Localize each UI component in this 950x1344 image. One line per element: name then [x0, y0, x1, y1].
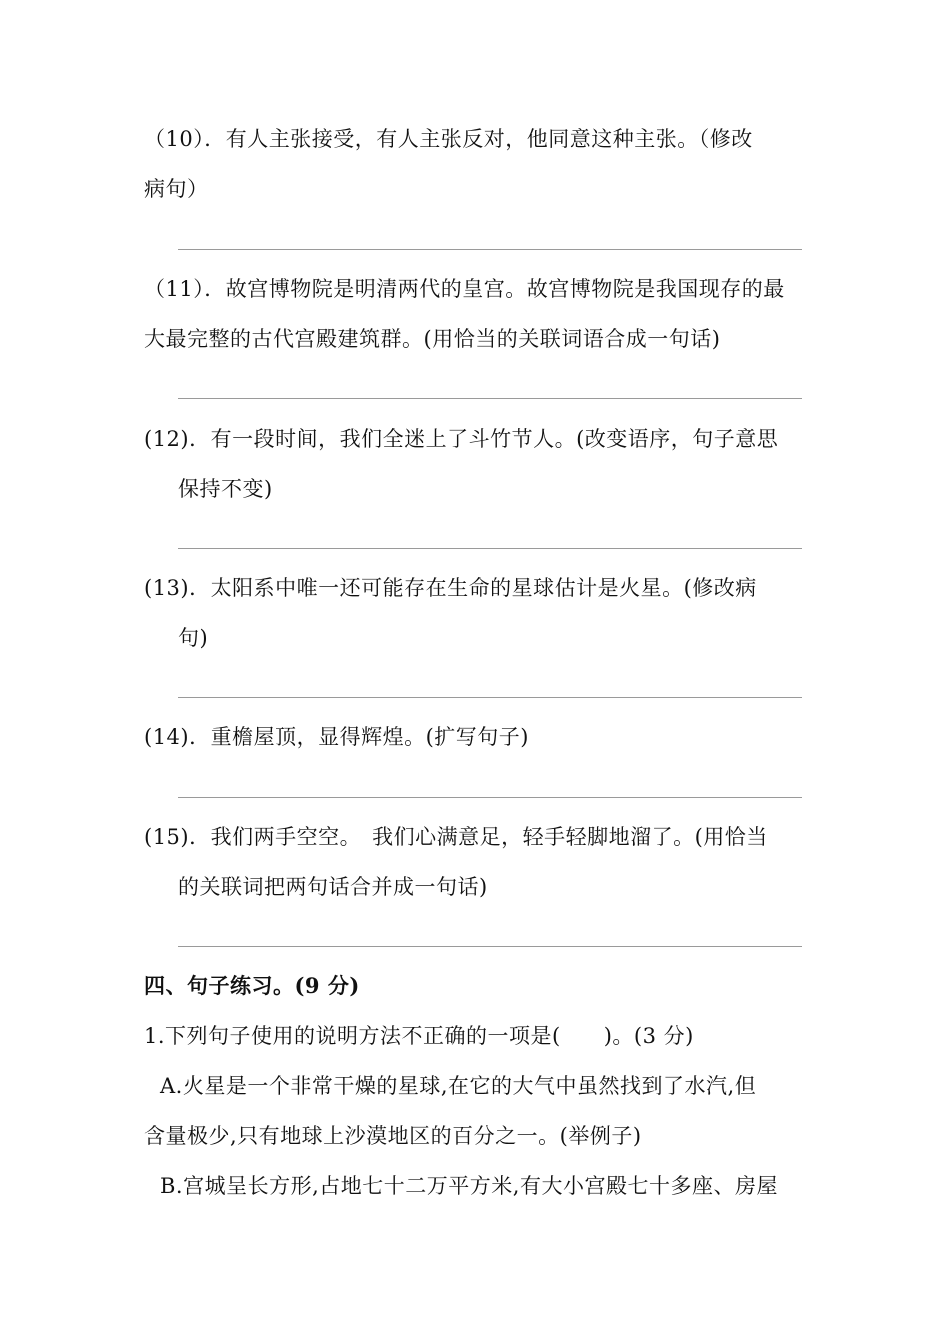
question-15-line1: (15)．我们两手空空。 我们心满意足，轻手轻脚地溜了。(用恰当	[144, 825, 768, 849]
answer-line-15	[178, 946, 802, 947]
question-11-line2: 大最完整的古代宫殿建筑群。(用恰当的关联词语合成一句话)	[144, 327, 721, 351]
question-13-line2: 句)	[178, 626, 209, 650]
question-10-line2: 病句）	[144, 177, 209, 201]
question-10-line1: （10）．有人主张接受，有人主张反对，他同意这种主张。（修改	[144, 127, 753, 151]
answer-line-10	[178, 249, 802, 250]
question-15-line2: 的关联词把两句话合并成一句话)	[178, 875, 488, 899]
answer-line-11	[178, 398, 802, 399]
question-13-line1: (13)．太阳系中唯一还可能存在生命的星球估计是火星。(修改病	[144, 576, 757, 600]
answer-line-14	[178, 797, 802, 798]
question-12-line2: 保持不变)	[178, 477, 273, 501]
option-a-line1: A.火星是一个非常干燥的星球,在它的大气中虽然找到了水汽,但	[160, 1074, 757, 1098]
question-14-line1: (14)．重檐屋顶，显得辉煌。(扩写句子)	[144, 725, 529, 749]
question-11-line1: （11）．故宫博物院是明清两代的皇宫。故宫博物院是我国现存的最	[144, 277, 785, 301]
option-b-line1: B.宫城呈长方形,占地七十二万平方米,有大小宫殿七十多座、房屋	[160, 1174, 778, 1198]
answer-line-13	[178, 697, 802, 698]
answer-line-12	[178, 548, 802, 549]
section-4-question-1: 1.下列句子使用的说明方法不正确的一项是( )。(3 分)	[144, 1024, 694, 1048]
section-4-heading: 四、句子练习。(9 分)	[144, 973, 360, 998]
question-12-line1: (12)．有一段时间，我们全迷上了斗竹节人。(改变语序，句子意思	[144, 427, 779, 451]
option-a-line2: 含量极少,只有地球上沙漠地区的百分之一。(举例子)	[144, 1124, 642, 1148]
